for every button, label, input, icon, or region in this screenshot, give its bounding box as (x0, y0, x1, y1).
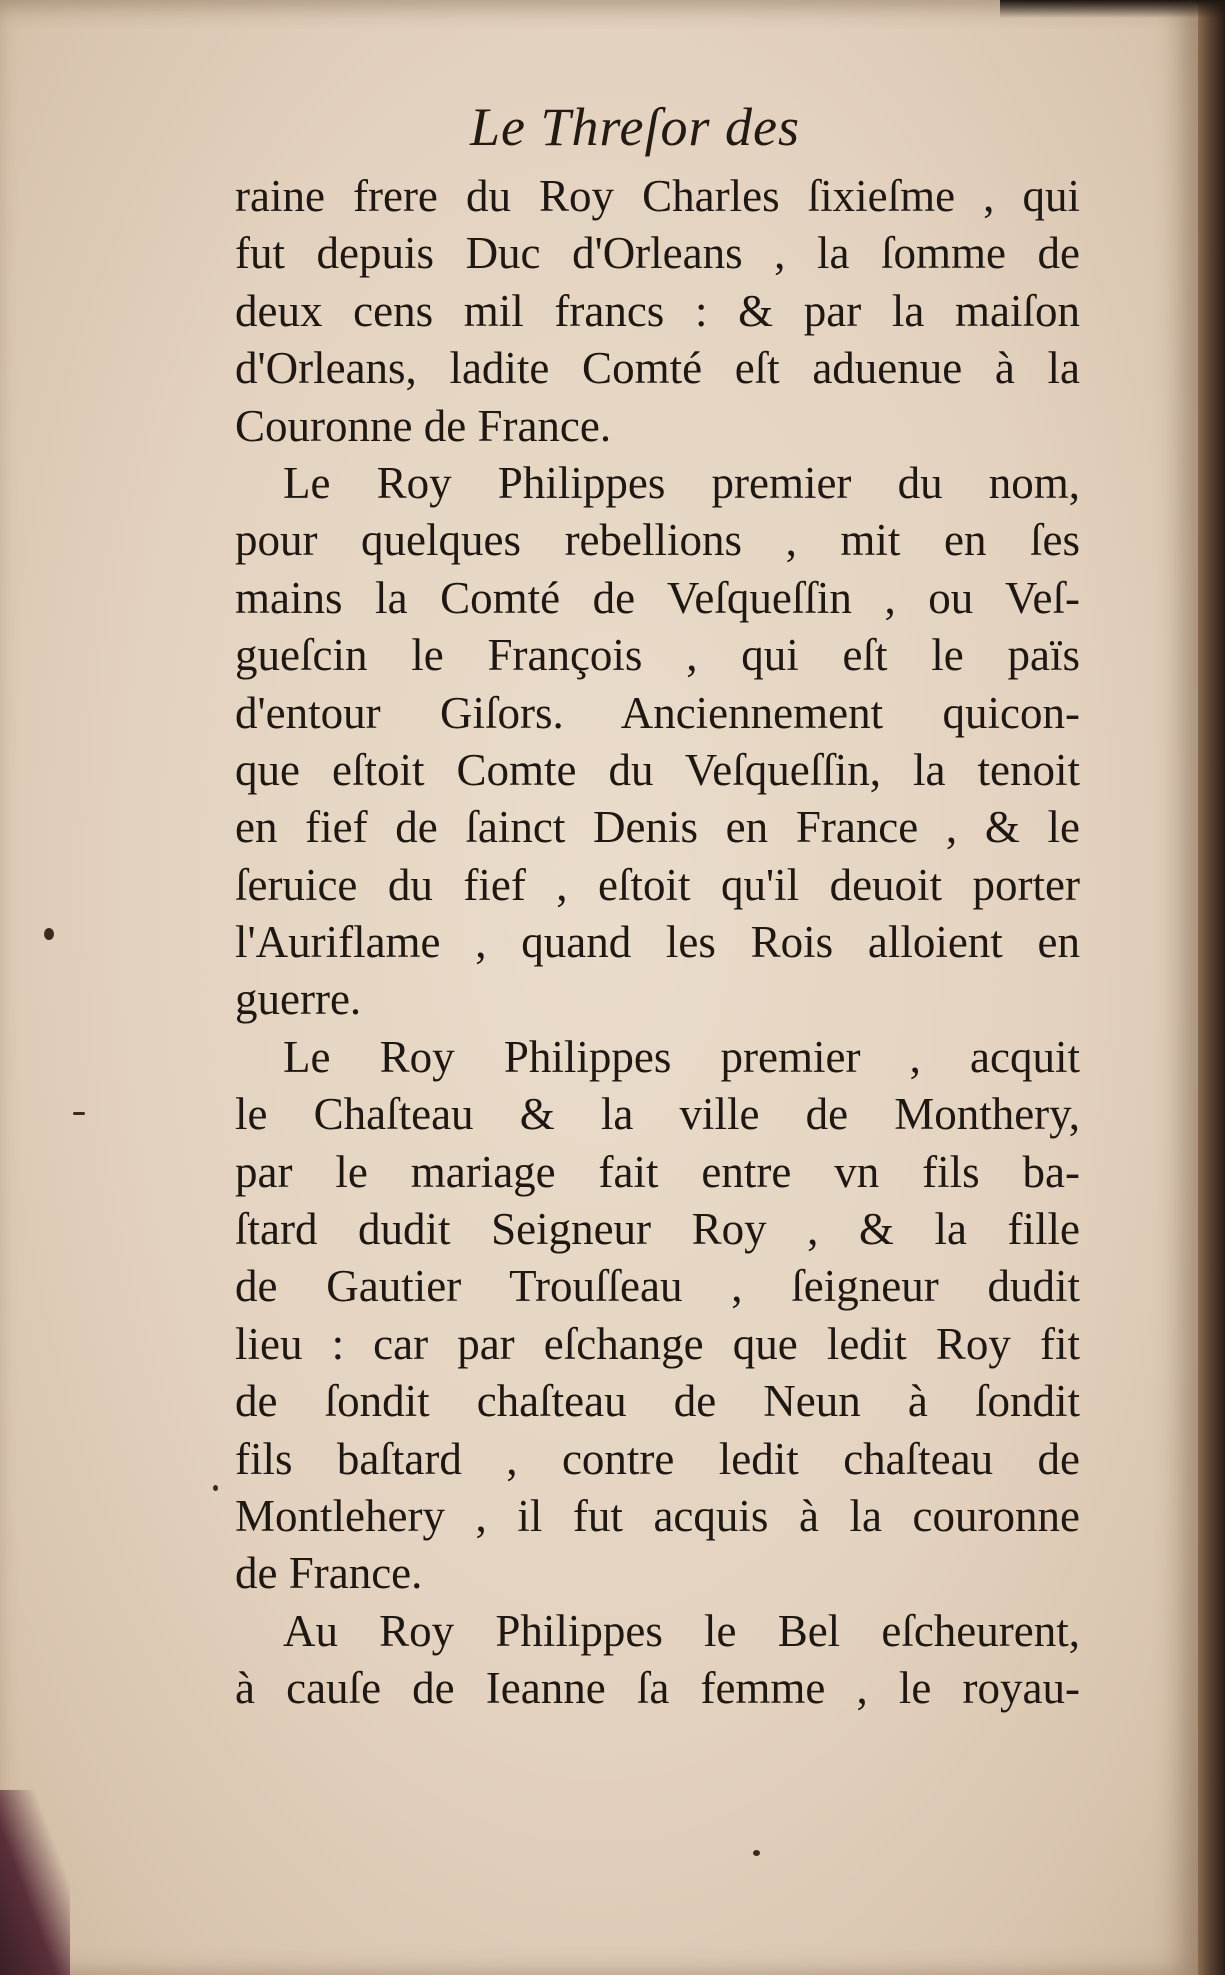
text-line: Le Roy Philippes premier , acquit (283, 1031, 1080, 1082)
text-line: Montlehery , il fut acquis à la couronne (235, 1490, 1080, 1541)
text-line: l'Auriflame , quand les Rois alloient en (235, 917, 1080, 968)
top-shadow (1000, 0, 1225, 18)
text-line: en fief de ſainct Denis en France , & le (235, 802, 1080, 853)
text-line: de Gautier Trouſſeau , ſeigneur dudit (235, 1261, 1080, 1312)
text-line: ſtard dudit Seigneur Roy , & la fille (235, 1204, 1080, 1255)
text-line: de France. (235, 1548, 423, 1599)
text-line: le Chaſteau & la ville de Monthery, (235, 1089, 1080, 1140)
text-line: Couronne de France. (235, 400, 612, 451)
page-edge (1198, 0, 1225, 1975)
text-line: Au Roy Philippes le Bel eſcheurent, (283, 1605, 1080, 1656)
corner-shadow (0, 1790, 70, 1975)
text-line: par le mariage fait entre vn fils ba- (235, 1146, 1080, 1197)
text-line: deux cens mil francs : & par la maiſon (235, 285, 1080, 336)
text-line: guerre. (235, 974, 362, 1025)
ink-speck (213, 1485, 218, 1491)
text-line: de ſondit chaſteau de Neun à ſondit (235, 1376, 1080, 1427)
text-line: lieu : car par eſchange que ledit Roy fit (235, 1318, 1080, 1369)
text-line: d'Orleans, ladite Comté eſt aduenue à la (235, 343, 1080, 394)
ink-speck (73, 1112, 85, 1115)
text-line: gueſcin le François , qui eſt le païs (235, 630, 1080, 681)
ink-speck (44, 928, 54, 940)
text-line: mains la Comté de Veſqueſſin , ou Veſ- (235, 572, 1080, 623)
text-line: que eſtoit Comte du Veſqueſſin, la tenoit (235, 744, 1080, 795)
text-line: d'entour Giſors. Anciennement quicon- (235, 687, 1080, 738)
text-line: à cauſe de Ieanne ſa femme , le royau- (235, 1663, 1080, 1714)
text-line: fils baſtard , contre ledit chaſteau de (235, 1433, 1080, 1484)
text-line: ſeruice du fief , eſtoit qu'il deuoit porter (235, 859, 1080, 910)
text-line: fut depuis Duc d'Orleans , la ſomme de (235, 228, 1080, 279)
text-line: raine frere du Roy Charles ſixieſme , qui (235, 171, 1080, 221)
running-head: Le Threſor des (469, 97, 800, 157)
text-line: Le Roy Philippes premier du nom, (283, 457, 1080, 508)
ink-speck (753, 1850, 760, 1856)
text-line: pour quelques rebellions , mit en ſes (235, 515, 1080, 566)
page-body (235, 168, 1080, 1718)
